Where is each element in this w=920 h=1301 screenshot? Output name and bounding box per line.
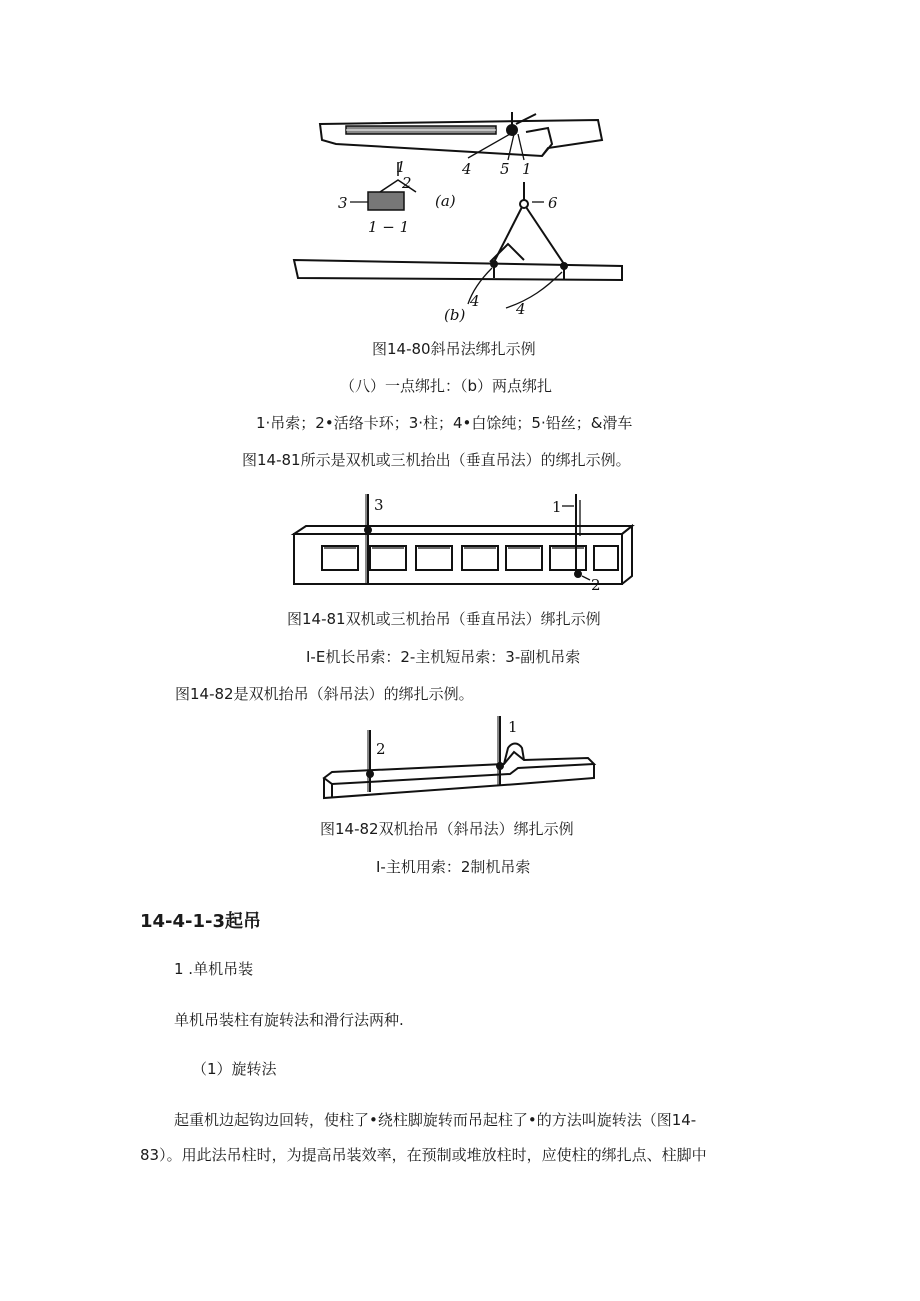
- column-b-body: [294, 260, 622, 280]
- beam-side-face: [622, 526, 632, 584]
- label-5: 5: [500, 160, 510, 178]
- figure-14-81: [288, 490, 638, 602]
- opening-5: [506, 546, 542, 570]
- label-a: (a): [435, 192, 456, 210]
- opening-6: [550, 546, 586, 570]
- binding-point-b2: [561, 263, 567, 269]
- label-3: 3: [374, 496, 384, 514]
- figure-14-80: [280, 110, 640, 332]
- figure-14-82-legend: I-主机用索：2制机吊索: [376, 858, 531, 876]
- opening-7: [594, 546, 618, 570]
- opening-4: [462, 546, 498, 570]
- beam-top-face: [294, 526, 632, 534]
- label-1b: 1: [522, 160, 532, 178]
- figure-14-80-subcaption: （八）一点绑扎：（b）两点绑扎: [340, 377, 553, 395]
- label-1-top: 1: [396, 158, 406, 176]
- label-2-top: 2: [402, 174, 412, 192]
- paragraph-rotation-line-1: 起重机边起钩边回转，使柱了•绕柱脚旋转而吊起柱了•的方法叫旋转法（图14-: [174, 1111, 697, 1129]
- binding-point-b1: [491, 261, 497, 267]
- figure-14-80-legend: 1·吊索；2•活络卡环；3·柱；4•白馀纯；5·铅丝；&滑车: [256, 414, 633, 432]
- label-1: 1: [552, 498, 562, 516]
- label-4a: 4: [462, 160, 472, 178]
- intro-figure-14-82: 图14-82是双机抬吊（斜吊法）的绑扎示例。: [175, 685, 474, 703]
- label-2: 2: [376, 740, 386, 758]
- subsubsection-rotation-method: （1）旋转法: [192, 1060, 277, 1078]
- binding-point-1: [497, 763, 503, 769]
- figure-14-81-caption: 图14-81双机或三机抬吊（垂直吊法）绑扎示例: [287, 610, 601, 628]
- figure-14-81-legend: I-E机长吊索：2-主机短吊索：3-副机吊索: [306, 648, 581, 666]
- label-4c: 4: [516, 300, 526, 318]
- subsection-single-crane: 1 .单机吊装: [174, 960, 254, 978]
- figure-14-80-caption: 图14-80斜吊法绑扎示例: [372, 340, 536, 358]
- opening-1: [322, 546, 358, 570]
- column-top-face: [324, 752, 594, 784]
- beam-front-face: [294, 534, 622, 584]
- column-a-corbel: [526, 128, 552, 156]
- section-1-1: [368, 192, 404, 210]
- intro-figure-14-81: 图14-81所示是双机或三机抬出（垂直吊法）的绑扎示例。: [242, 451, 631, 469]
- figure-14-82: [318, 712, 602, 808]
- binding-point-2: [575, 571, 581, 577]
- label-2: 2: [591, 576, 601, 594]
- label-section-1-1: 1 − 1: [368, 218, 410, 236]
- section-heading: 14-4-1-3起吊: [140, 911, 262, 932]
- paragraph-methods: 单机吊装柱有旋转法和滑行法两种.: [174, 1011, 404, 1029]
- opening-2: [370, 546, 406, 570]
- binding-point-3: [365, 527, 371, 533]
- figure-14-82-caption: 图14-82双机抬吊（斜吊法）绑扎示例: [320, 820, 574, 838]
- label-3: 3: [338, 194, 348, 212]
- binding-point-2: [367, 771, 373, 777]
- label-4b: 4: [470, 292, 480, 310]
- label-b: (b): [444, 306, 466, 324]
- label-6: 6: [548, 194, 558, 212]
- paragraph-rotation-line-2: 83）。用此法吊柱时，为提高吊装效率，在预制或堆放柱时，应使柱的绑扎点、柱脚中: [140, 1146, 707, 1164]
- opening-3: [416, 546, 452, 570]
- column-body: [324, 764, 594, 798]
- label-1: 1: [508, 718, 518, 736]
